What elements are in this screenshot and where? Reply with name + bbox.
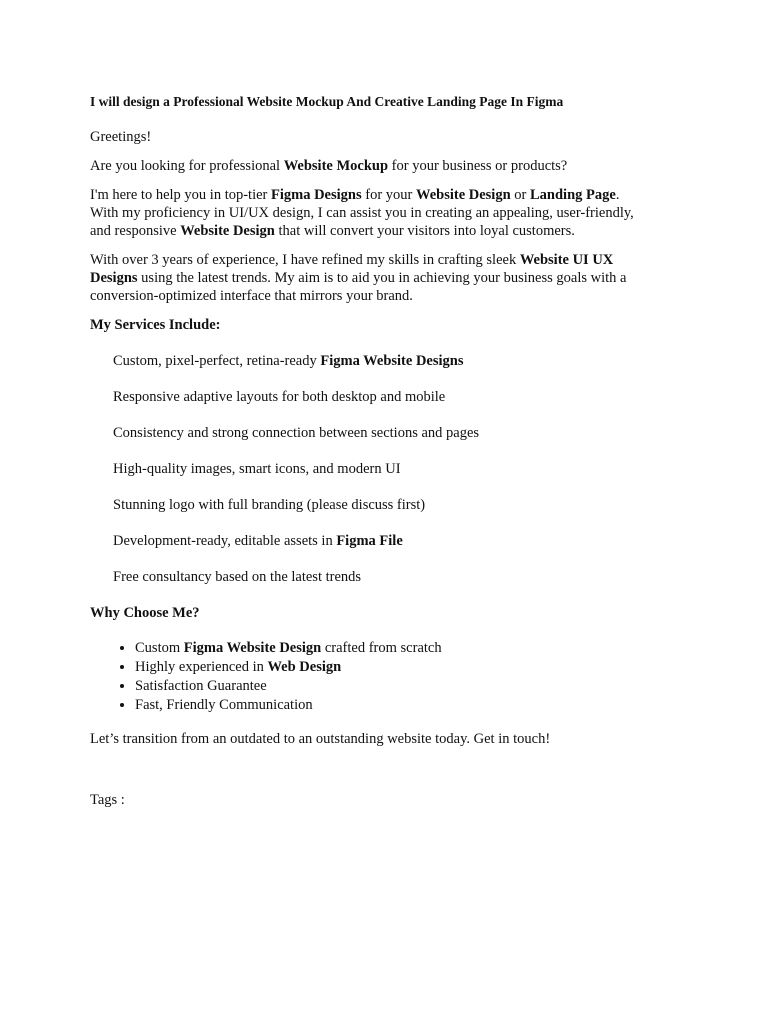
text-run: or [510,187,530,203]
text-run: for your business or products? [388,158,568,174]
services-item [113,532,650,550]
text-run: Consistency and strong connection between sections and pages [113,425,480,441]
text-run: using the latest trends. My aim is to aid you in achieving your business goals with a conversion-optimized interface that mirrors your brand. [90,270,627,304]
why-item [135,658,650,676]
text-run: Are you looking for professional [90,158,284,174]
bold-text: Figma Website Designs [320,353,464,369]
why-item [135,696,650,714]
services-item [113,388,650,406]
bold-text: Website Mockup [283,158,389,174]
services-item [113,352,650,370]
services-item [113,424,650,442]
text-run: Custom, pixel-perfect, retina-ready [113,353,321,369]
bold-text: Website Design [416,187,511,203]
why-heading: Why Choose Me? [90,605,200,621]
bold-text: Web Design [267,659,342,675]
text-run: Development-ready, editable assets in [113,533,337,549]
greeting: Greetings! [90,129,152,145]
bold-text: Figma Designs [271,187,362,203]
text-run: Custom [135,640,184,656]
bold-text: Website Design [180,223,275,239]
document-title: I will design a Professional Website Mockup And Creative Landing Page In Figma [90,94,564,109]
why-item [135,677,650,695]
text-run: Fast, Friendly Communication [135,697,313,713]
text-run: that will convert your visitors into loyal customers. [274,223,575,239]
text-run: . With my proficiency in UI/UX design, I can assist you in creating an appealing, user-friendly, and responsive [90,187,634,239]
text-run: Responsive adaptive layouts for both desktop and mobile [113,389,446,405]
help-paragraph [90,186,650,240]
text-run: High-quality images, smart icons, and modern UI [113,461,401,477]
text-run: for your [361,187,416,203]
why-list [90,639,650,714]
services-list [90,352,650,586]
tags-label: Tags : [90,792,125,808]
text-run: Stunning logo with full branding (please discuss first) [113,497,426,513]
text-run: With over 3 years of experience, I have refined my skills in crafting sleek [90,252,520,268]
experience-paragraph [90,251,650,305]
why-item [135,639,650,657]
text-run: I'm here to help you in top-tier [90,187,271,203]
text-run: crafted from scratch [321,640,442,656]
document-content [90,93,650,820]
closing-paragraph: Let’s transition from an outdated to an outstanding website today. Get in touch! [90,731,551,747]
bold-text: Landing Page [530,187,616,203]
bold-text: Website UI UX Designs [90,252,614,286]
text-run: Satisfaction Guarantee [135,678,267,694]
services-item [113,568,650,586]
text-run: Free consultancy based on the latest trends [113,569,362,585]
services-item [113,460,650,478]
intro-paragraph [90,157,650,175]
bold-text: Figma Website Design [183,640,322,656]
text-run: Highly experienced in [135,659,268,675]
services-item [113,496,650,514]
services-heading: My Services Include: [90,317,221,333]
bold-text: Figma File [336,533,403,549]
